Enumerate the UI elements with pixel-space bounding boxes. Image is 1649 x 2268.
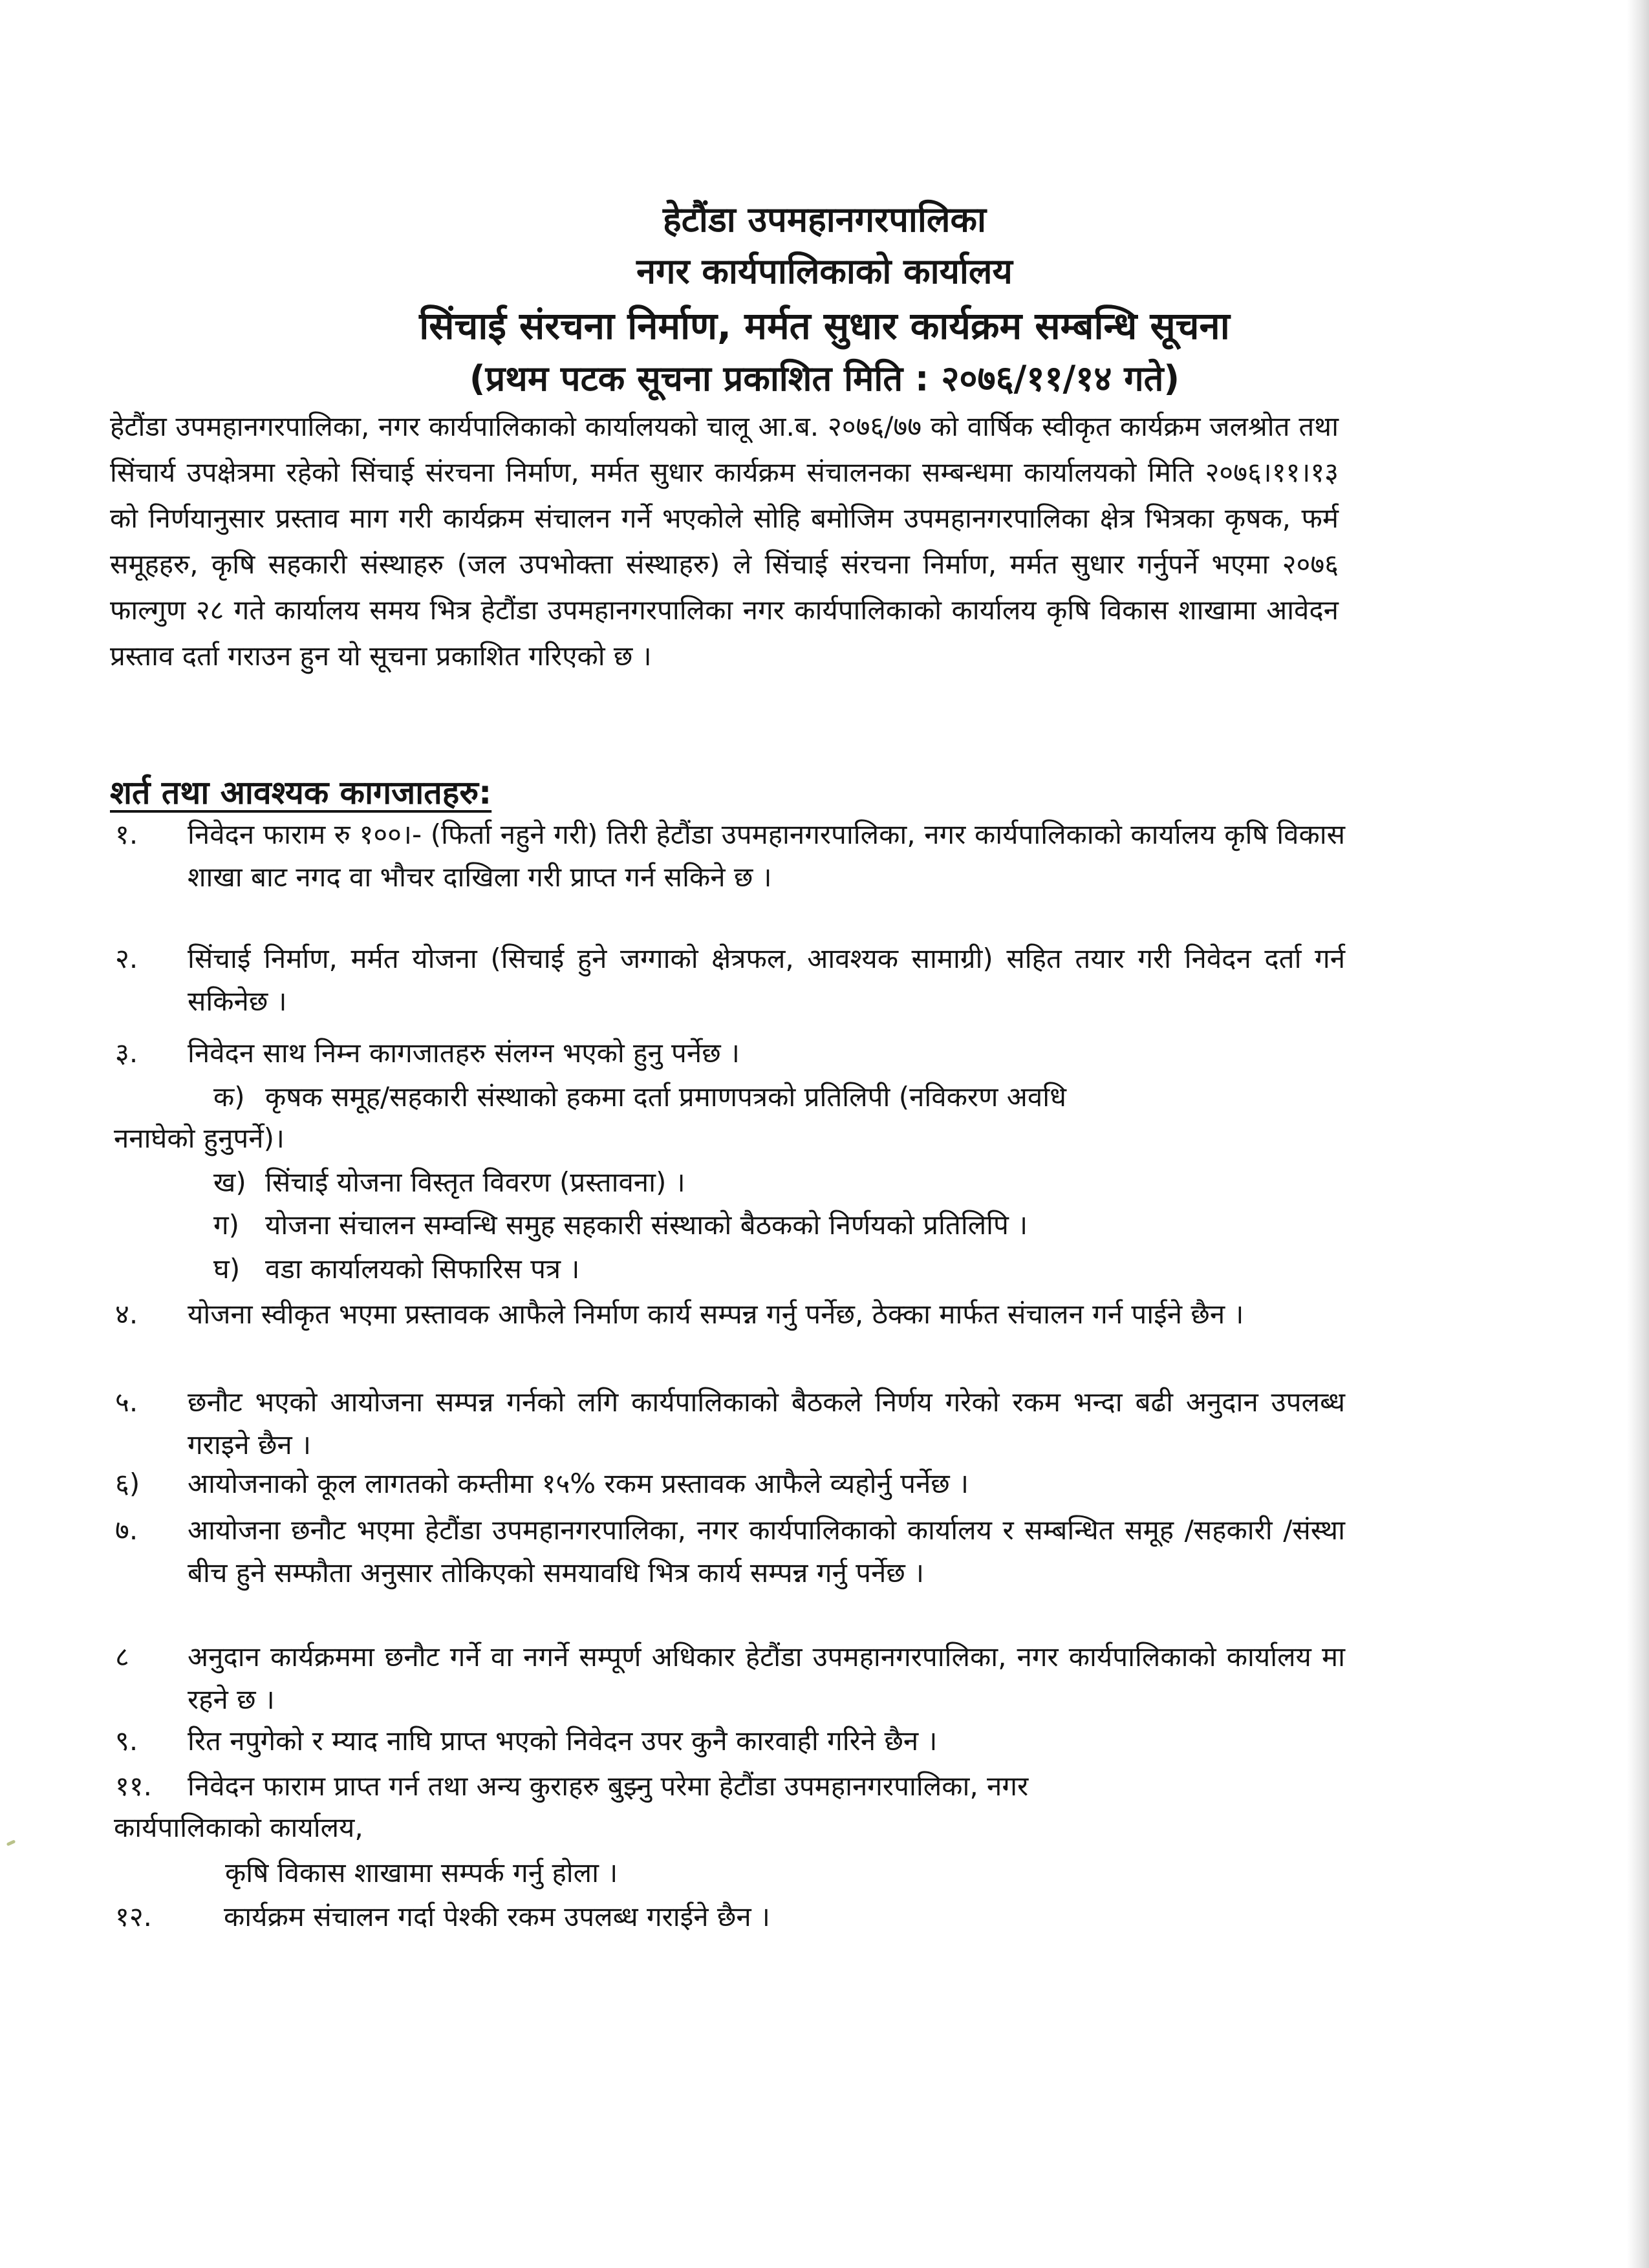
item-text: योजना स्वीकृत भएमा प्रस्तावक आफैले निर्माण कार्य सम्पन्न गर्नु पर्नेछ, ठेक्का मार्फत संचालन गर्न पाईने छैन । <box>188 1298 1244 1330</box>
item-text: आयोजना छनौट भएमा हेटौंडा उपमहानगरपालिका, नगर कार्यपालिकाको कार्यालय र सम्बन्धित समूह /सहकारी /संस्था बीच हुने सम्फौता अनुसार तोकिएको समयावधि भित्र कार्य सम्पन्न गर्नु पर्नेछ । <box>188 1514 1345 1589</box>
item-text: आयोजनाको कूल लागतको कम्तीमा १५% रकम प्रस्तावक आफैले व्यहोर्नु पर्नेछ । <box>188 1468 969 1499</box>
item-number: ४. <box>115 1298 138 1330</box>
subitem-text: सिंचाई योजना विस्तृत विवरण (प्रस्तावना) । <box>265 1166 685 1198</box>
item-number: ५. <box>115 1386 138 1418</box>
item-continuation: कृषि विकास शाखामा सम्पर्क गर्नु होला । <box>225 1857 618 1888</box>
item-number: ९. <box>115 1725 138 1757</box>
subitem-label: ग) <box>213 1209 240 1241</box>
item-number: ३. <box>115 1037 138 1069</box>
office-subtitle: नगर कार्यपालिकाको कार्यालय <box>636 251 1013 292</box>
item-number: ७. <box>115 1514 138 1546</box>
office-name: हेटौंडा उपमहानगरपालिका <box>663 199 986 240</box>
item-text: सिंचाई निर्माण, मर्मत योजना (सिचाई हुने जग्गाको क्षेत्रफल, आवश्यक सामाग्री) सहित तयार गरी निवेदन दर्ता गर्न सकिनेछ । <box>188 943 1345 1017</box>
item-number: २. <box>115 943 138 974</box>
item-text: निवेदन फाराम प्राप्त गर्न तथा अन्य कुराहरु बुझ्नु परेमा हेटौंडा उपमहानगरपालिका, नगर <box>188 1770 1029 1802</box>
subitem-text: ननाघेको हुनुपर्ने)। <box>114 1122 285 1154</box>
item-number: १. <box>115 818 138 850</box>
publication-date: (प्रथम पटक सूचना प्रकाशित मिति : २०७६/११/१४ गते) <box>469 358 1180 399</box>
item-continuation: कार्यपालिकाको कार्यालय, <box>114 1812 363 1843</box>
subitem-text: कृषक समूह/सहकारी संस्थाको हकमा दर्ता प्रमाणपत्रको प्रतिलिपी (नविकरण अवधि <box>265 1081 1066 1113</box>
subitem-label: घ) <box>213 1253 241 1285</box>
notice-title: सिंचाई संरचना निर्माण, मर्मत सुधार कार्यक्रम सम्बन्धि सूचना <box>419 304 1230 348</box>
conditions-heading: शर्त तथा आवश्यक कागजातहरु: <box>110 774 492 811</box>
intro-paragraph: हेटौंडा उपमहानगरपालिका, नगर कार्यपालिकाको कार्यालयको चालू आ.ब. २०७६/७७ को वार्षिक स्वीकृत कार्यक्रम जलश्रोत तथा सिंचार्य उपक्षेत्रमा रहेको सिंचाई संरचना निर्माण, मर्मत सुधार कार्यक्रम संचालनका सम्बन्धमा कार्यालयको मिति २०७६।११।१३ को निर्णयानुसार प्रस्ताव माग गरी कार्यक्रम संचालन गर्ने भएकोले सोहि बमोजिम उपमहानगरपालिका क्षेत्र भित्रका कृषक, फर्म समूहहरु, कृषि सहकारी संस्थाहरु (जल उपभोक्ता संस्थाहरु) ले सिंचाई संरचना निर्माण, मर्मत सुधार गर्नुपर्ने भएमा २०७६ फाल्गुण २८ गते कार्यालय समय भित्र हेटौंडा उपमहानगरपालिका नगर कार्यपालिकाको कार्यालय कृषि विकास शाखामा आवेदन प्रस्ताव दर्ता गराउन हुन यो सूचना प्रकाशित गरिएको छ । <box>110 411 1339 672</box>
item-number: ६) <box>115 1468 140 1499</box>
subitem-label: क) <box>213 1081 245 1113</box>
subitem-label: ख) <box>213 1166 246 1198</box>
item-number: ११. <box>115 1770 153 1802</box>
item-number: १२. <box>115 1901 153 1932</box>
item-number: ८ <box>115 1641 129 1673</box>
item-text: निवेदन फाराम रु १००।- (फिर्ता नहुने गरी) तिरी हेटौंडा उपमहानगरपालिका, नगर कार्यपालिकाको कार्यालय कृषि विकास शाखा बाट नगद वा भौचर दाखिला गरी प्राप्त गर्न सकिने छ । <box>188 818 1345 893</box>
item-text: रित नपुगेको र म्याद नाघि प्राप्त भएको निवेदन उपर कुनै कारवाही गरिने छैन । <box>188 1725 938 1757</box>
item-text: निवेदन साथ निम्न कागजातहरु संलग्न भएको हुनु पर्नेछ । <box>188 1037 740 1069</box>
subitem-text: योजना संचालन सम्वन्धि समुह सहकारी संस्थाको बैठकको निर्णयको प्रतिलिपि । <box>265 1209 1028 1241</box>
item-text: अनुदान कार्यक्रममा छनौट गर्ने वा नगर्ने सम्पूर्ण अधिकार हेटौंडा उपमहानगरपालिका, नगर कार्यपालिकाको कार्यालय मा रहने छ । <box>188 1641 1345 1715</box>
item-text: कार्यक्रम संचालन गर्दा पेश्की रकम उपलब्ध गराईने छैन । <box>224 1901 770 1932</box>
subitem-text: वडा कार्यालयको सिफारिस पत्र । <box>265 1253 580 1285</box>
item-text: छनौट भएको आयोजना सम्पन्न गर्नको लगि कार्यपालिकाको बैठकले निर्णय गरेको रकम भन्दा बढी अनुदान उपलब्ध गराइने छैन । <box>188 1386 1345 1460</box>
